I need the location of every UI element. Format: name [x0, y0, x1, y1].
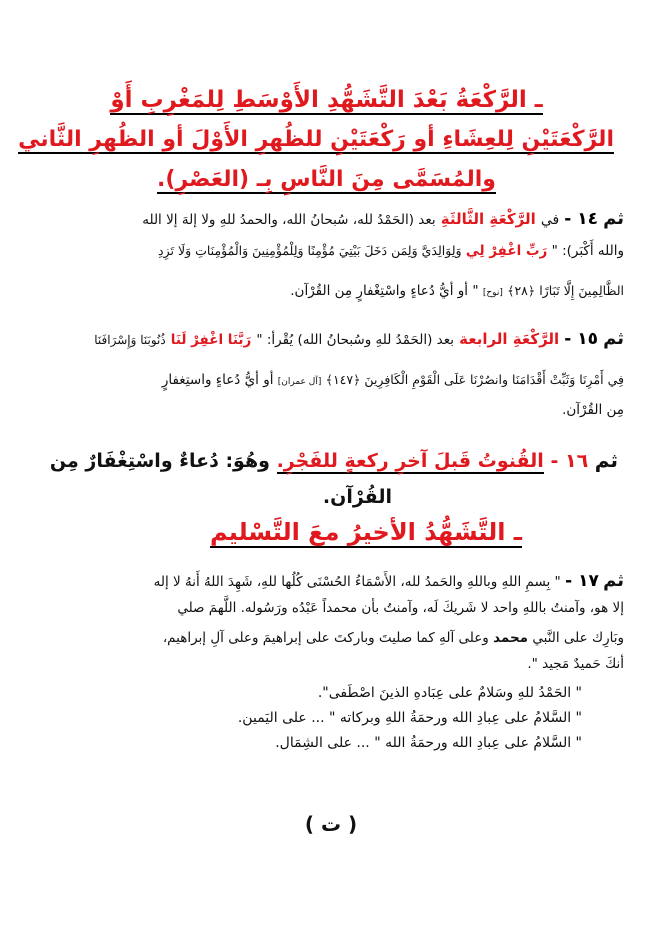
item-17-line-2: إلا هو، وآمنتُ باللهِ واحد لا شَريكَ لَه، وآمنتُ بأن محمداً عَبْدُه ورَسُوله. اللَّهمَ صلي [177, 600, 624, 616]
item-14-line-3: الظَّالِمِينَ إِلَّا تَبَارًا ﴿٢٨﴾ [نوح] " أو أيُّ دُعاءٍ واسْتِغْفارٍ مِن القُرْآن. [290, 283, 624, 299]
salam-line-2: " السَّلامُ على عِبادِ الله ورحمَةُ اللهِ وبركاته " ... على اليَمين. [237, 710, 582, 726]
item-15-line-2: فِي أَمْرِنَا وَثَبِّتْ أَقْدَامَنَا وانصُرْنَا عَلَى الْقَوْمِ الْكَافِرِينَ ﴿١٤٧﴾ [آل عمران] أو أيُّ دُعاءٍ واستِغفارٍ [161, 372, 624, 388]
item-15-highlight: الرَّكْعَةِ الرابعة [459, 330, 560, 348]
final-tashahhud-heading: ـ التَّشَهُّدُ الأخيرُ معَ التَّسْليم [209, 518, 522, 546]
section-heading-line-3: والمُسَمَّى مِنَ النَّاسِ بِـ (العَصْرِ). [157, 167, 496, 192]
item-17-line-4: أنكَ حَميدٌ مَجيد ". [527, 656, 624, 672]
item-14-line-2: والله أَكْبَر): " رَبِّ اغْفِرْ لِي وَلِوَالِدَيَّ وَلِمَن دَخَلَ بَيْتِيَ مُؤْمِنًا وَلِلْمُؤْمِنِينَ وَالْمُؤْمِنَاتِ وَلَا تَزِدِ [158, 243, 624, 259]
item-16-line-2: القُرْآن. [322, 486, 392, 508]
page-number: ( ت ) [304, 812, 358, 836]
salam-line-1: " الحَمْدُ للهِ وسَلامٌ على عِبَادهِ الذينَ اصْطَفى". [317, 685, 582, 701]
item-17-line-3: وبَارِك على النَّبي محمد وعلى آلهِ كما صليتَ وباركتَ على إبراهيمَ وعلى آلِ إبراهيم، [162, 630, 624, 646]
item-17-line-1: ثم ١٧ - " بِسمِ اللهِ وباللهِ والحَمدُ لله، الأَسْمَاءُ الحُسْنَى كُلُها للهِ، شَهِدَ اللهُ أَنهُ لا إله [153, 570, 624, 591]
item-16-line-1: ثم ١٦ - القُنوتُ قَبلَ آخرِ ركعةٍ للفَجْرِ. وهُوَ: دُعاءٌ واسْتِغْفَارٌ مِن [49, 448, 618, 472]
section-heading-line-2: الرَّكْعَتَيْنِ لِلعِشَاءِ أو رَكْعَتَيْنِ للظُهرِ الأَوْلَ أو الظُهرِ الثَّاني [18, 127, 614, 152]
item-14-line-1: ثم ١٤ - في الرَّكْعَةِ الثَّالثَةِ بعد (الحَمْدُ لله، سُبحانُ الله، والحمدُ للهِ ولا إلهَ إلا الله [142, 208, 624, 229]
item-14-highlight: الرَّكْعَةِ الثَّالثَةِ [440, 210, 536, 228]
salam-line-3: " السَّلامُ على عِبادِ الله ورحمَةُ الله " ... على الشِمَال. [275, 735, 582, 751]
item-15-line-3: مِن القُرْآن. [562, 402, 624, 418]
item-16-title: القُنوتُ قَبلَ آخرِ ركعةٍ للفَجْرِ. [276, 450, 544, 472]
section-heading-line-1: ـ الرَّكْعَةُ بَعْدَ التَّشَهُّدِ الأَوْسَطِ لِلمَغْرِبِ أَوْ [110, 87, 543, 113]
item-15-line-1: ثم ١٥ - الرَّكْعَةِ الرابعة بعد (الحَمْدُ للهِ وسُبحانُ الله) يُقْرأ: " رَبَّنَا اغْفِرْ لَنَا ذُنُوبَنَا وَإِسْرَافَنَا [94, 328, 624, 349]
